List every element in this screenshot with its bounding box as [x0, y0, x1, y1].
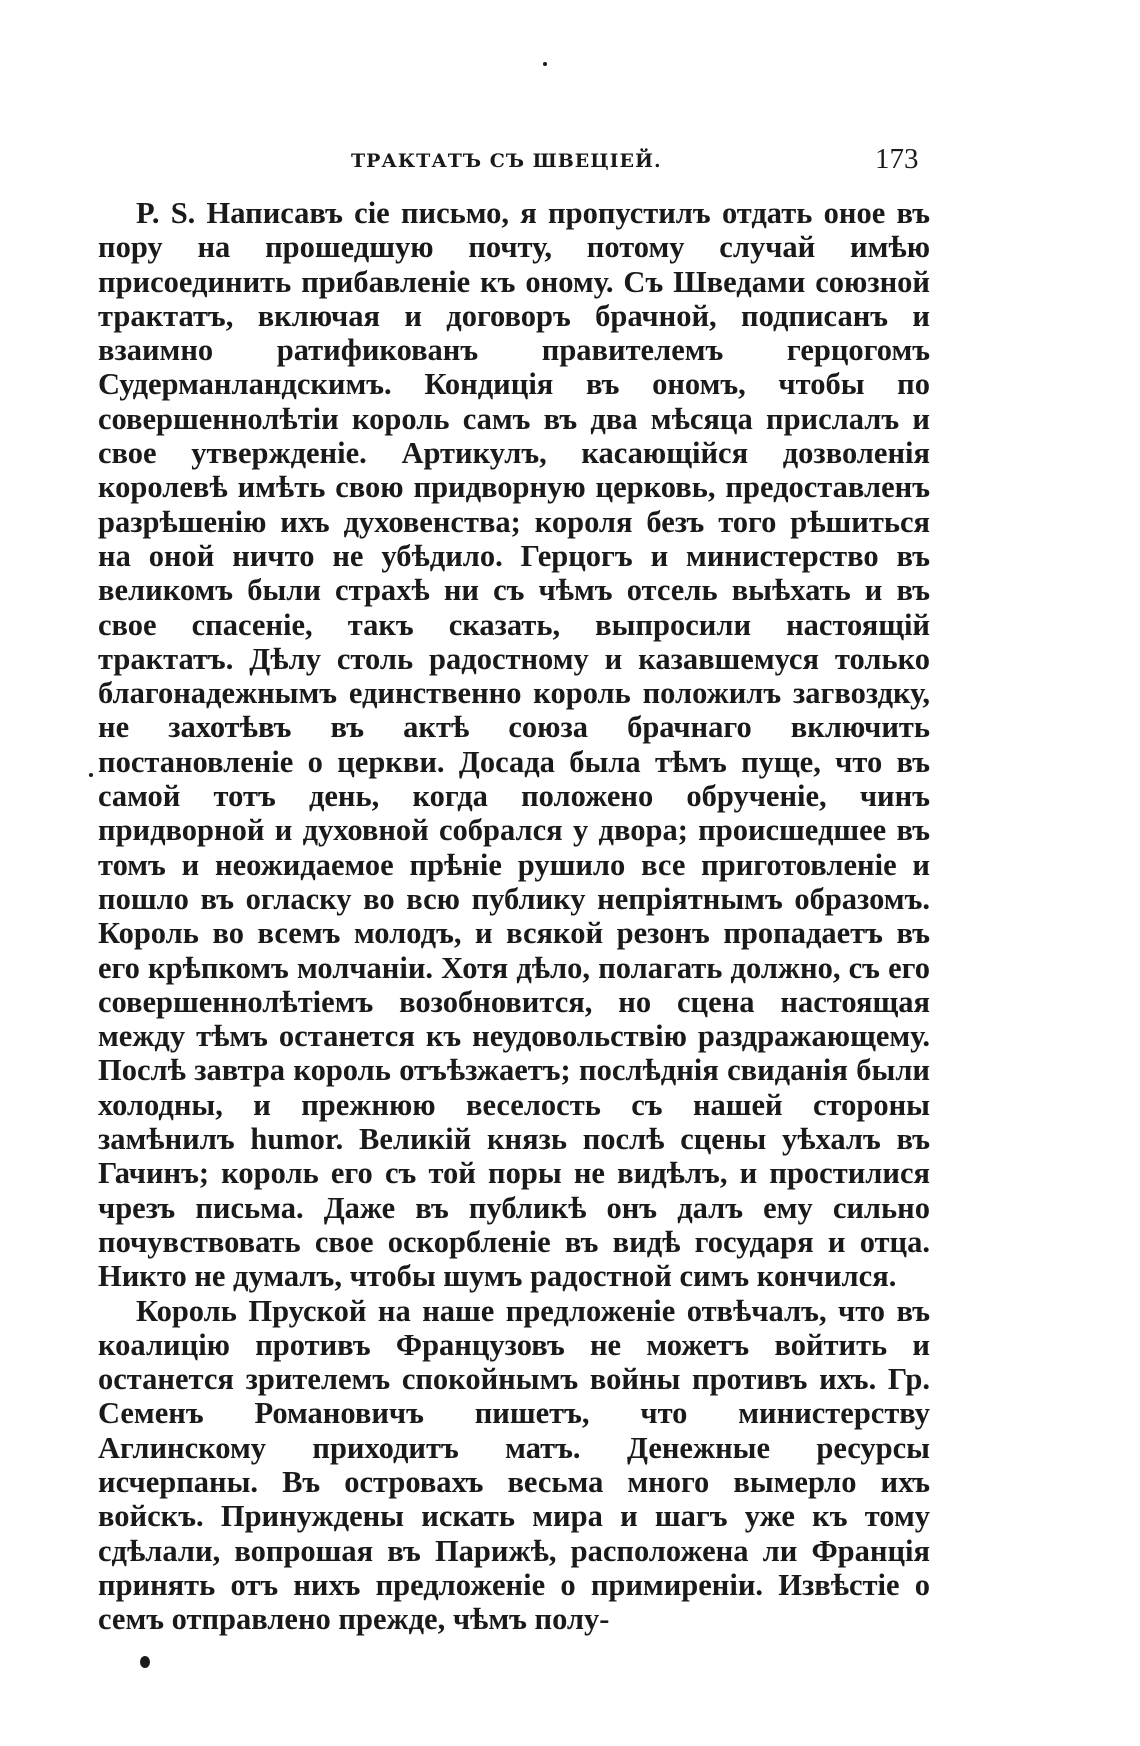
- running-head-title: ТРАКТАТЪ СЪ ШВЕЦІЕЙ.: [351, 150, 662, 172]
- margin-speck: [89, 773, 93, 777]
- ink-blot: [140, 1656, 150, 1668]
- page-number: 173: [875, 143, 919, 175]
- paragraph: P. S. Написавъ сіе письмо, я пропустилъ отдать оное въ пору на прошедшую почту, потому случай имѣю присоединить прибавленіе къ оному. Съ Шведами союзной трактатъ, включая и договоръ брачной, подписанъ и взаимно ратификованъ правителемъ герцогомъ Судерманландскимъ. Кондиція въ ономъ, чтобы по совершеннолѣтіи король самъ въ два мѣсяца прислалъ и свое утвержденіе. Артикулъ, касающійся дозволенія королевѣ имѣть свою придворную церковь, предоставленъ разрѣшенію ихъ духовенства; короля безъ того рѣшиться на оной ничто не убѣдило. Герцогъ и министерство въ великомъ были страхѣ ни съ чѣмъ отсель выѣхать и въ свое спасеніе, такъ сказать, выпросили настоящій трактатъ. Дѣлу столь радостному и казавшемуся только благонадежнымъ единственно король положилъ загвоздку, не захотѣвъ въ актѣ союза брачнаго включить постановленіе о церкви. Досада была тѣмъ пуще, что въ самой тотъ день, когда положено обрученіе, чинъ придворной и духовной собрался у двора; происшедшее въ томъ и неожидаемое прѣніе рушило все приготовленіе и пошло въ огласку во всю публику непріятнымъ образомъ. Король во всемъ молодъ, и всякой резонъ пропадаетъ въ его крѣпкомъ молчаніи. Хотя дѣло, полагать должно, съ его совершеннолѣтіемъ возобновится, но сцена настоящая между тѣмъ останется къ неудовольствію раздражающему. Послѣ завтра король отъѣзжаетъ; послѣднія свиданія были холодны, и прежнюю веселость съ нашей стороны замѣнилъ humor. Великій князь послѣ сцены уѣхалъ въ Гачинъ; король его съ той поры не видѣлъ, и простилися чрезъ письма. Даже въ публикѣ онъ далъ ему сильно почувствовать свое оскорбленіе въ видѣ государя и отца. Никто не думалъ, чтобы шумъ радостной симъ кончился.: [98, 196, 930, 1294]
- print-speck: [543, 62, 547, 66]
- body-text: [98, 196, 930, 1636]
- paragraph: Король Пруской на наше предложеніе отвѣчалъ, что въ коалицію противъ Французовъ не можетъ войтить и останется зрителемъ спокойнымъ войны противъ ихъ. Гр. Семенъ Романовичъ пишетъ, что министерству Аглинскому приходитъ матъ. Денежные ресурсы исчерпаны. Въ островахъ весьма много вымерло ихъ войскъ. Принуждены искать мира и шагъ уже къ тому сдѣлали, вопрошая въ Парижѣ, расположена ли Франція принять отъ нихъ предложеніе о примиреніи. Извѣстіе о семъ отправлено прежде, чѣмъ полу-: [98, 1293, 930, 1637]
